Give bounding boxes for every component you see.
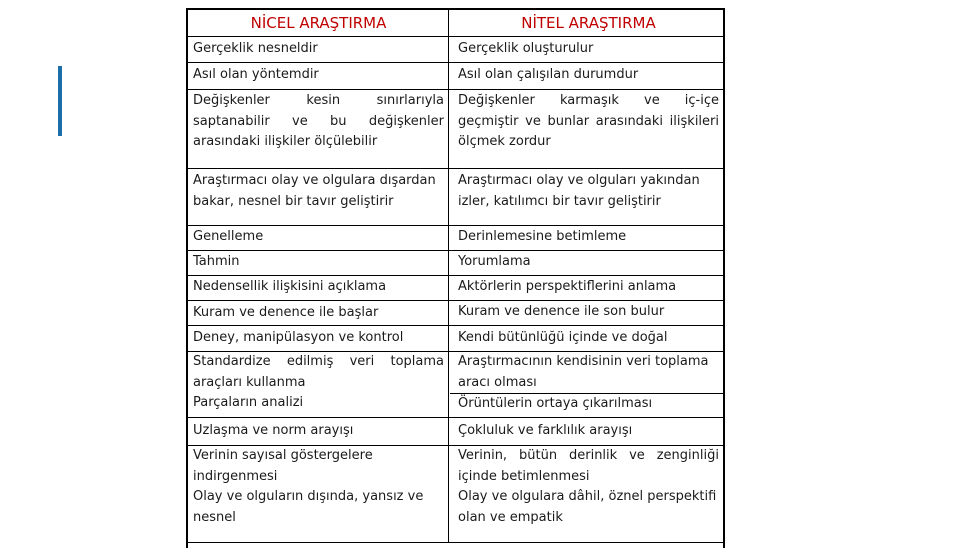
cell-qualitative: Yorumlama bbox=[458, 254, 531, 269]
cell-line: Araştırmacı olay ve olgulara dışardan bbox=[193, 173, 436, 188]
table-row bbox=[188, 352, 723, 418]
cell-qualitative bbox=[450, 169, 723, 225]
comparison-table bbox=[186, 8, 725, 548]
cell-line: Verinin sayısal göstergelere bbox=[193, 448, 373, 463]
cell-quantitative bbox=[188, 352, 449, 417]
cell-line: içinde betimlenmesi bbox=[458, 468, 590, 484]
cell-quantitative bbox=[188, 169, 449, 225]
cell-qualitative: Örüntülerin ortaya çıkarılması bbox=[458, 396, 653, 411]
cell-line: Parçaların analizi bbox=[193, 395, 304, 410]
cell-quantitative: Asıl olan yöntemdir bbox=[188, 63, 449, 89]
cell-qualitative bbox=[450, 90, 723, 168]
cell-qualitative: Aktörlerin perspektiflerini anlama bbox=[458, 279, 677, 294]
cell-line: bakar, nesnel bir tavır geliştirir bbox=[193, 193, 394, 209]
table-row bbox=[188, 169, 723, 226]
cell-line: geçmiştir ve bunlar arasındaki ilişkileri bbox=[458, 113, 719, 129]
cell-qualitative: Çokluluk ve farklılık arayışı bbox=[458, 423, 633, 438]
table-row bbox=[188, 301, 723, 326]
cell-line: arasındaki ilişkiler ölçülebilir bbox=[193, 134, 378, 149]
cell-quantitative bbox=[188, 446, 449, 542]
cell-quantitative: Gerçeklik nesneldir bbox=[188, 37, 449, 62]
cell-line: aracı olması bbox=[458, 374, 537, 390]
accent-bar bbox=[58, 66, 62, 136]
table-row bbox=[188, 276, 723, 301]
cell-qualitative: Asıl olan çalışılan durumdur bbox=[458, 67, 639, 82]
table-row bbox=[188, 418, 723, 446]
cell-quantitative: Deney, manipülasyon ve kontrol bbox=[188, 326, 449, 351]
cell-line: araçları kullanma bbox=[193, 374, 306, 390]
cell-qualitative: Kendi bütünlüğü içinde ve doğal bbox=[458, 330, 668, 345]
header-quantitative: NİCEL ARAŞTIRMA bbox=[188, 10, 449, 36]
cell-line: Olay ve olguların dışında, yansız ve bbox=[193, 489, 424, 504]
table-header-row bbox=[188, 10, 723, 37]
table-row bbox=[188, 37, 723, 63]
cell-quantitative: Kuram ve denence ile başlar bbox=[188, 301, 449, 325]
cell-qualitative bbox=[450, 446, 723, 542]
cell-qualitative: Derinlemesine betimleme bbox=[458, 229, 627, 244]
cell-line: Değişkenler karmaşık ve iç-içe bbox=[458, 93, 719, 108]
cell-quantitative: Tahmin bbox=[188, 251, 449, 275]
cell-line: izler, katılımcı bir tavır geliştirir bbox=[458, 193, 661, 209]
table-row bbox=[188, 251, 723, 276]
cell-quantitative: Nedensellik ilişkisini açıklama bbox=[188, 276, 449, 300]
cell-line: Verinin, bütün derinlik ve zenginliği bbox=[458, 448, 719, 463]
cell-line: Araştırmacı olay ve olguları yakından bbox=[458, 173, 700, 188]
cell-line: olan ve empatik bbox=[458, 509, 563, 525]
table-row bbox=[188, 226, 723, 251]
cell-line: Değişkenler kesin sınırlarıyla bbox=[193, 93, 444, 108]
cell-line: Araştırmacının kendisinin veri toplama bbox=[458, 354, 709, 369]
cell-qualitative: Kuram ve denence ile son bulur bbox=[458, 304, 665, 319]
cell-line: Olay ve olgulara dâhil, öznel perspektifi bbox=[458, 489, 717, 504]
cell-quantitative: Genelleme bbox=[188, 226, 449, 250]
table-row bbox=[188, 326, 723, 352]
cell-line: saptanabilir ve bu değişkenler bbox=[193, 113, 444, 129]
cell-line: indirgenmesi bbox=[193, 468, 278, 484]
cell-quantitative: Uzlaşma ve norm arayışı bbox=[188, 418, 449, 445]
cell-line: Standardize edilmiş veri toplama bbox=[193, 354, 444, 369]
cell-line: nesnel bbox=[193, 509, 236, 525]
header-qualitative: NİTEL ARAŞTIRMA bbox=[521, 14, 656, 32]
cell-qualitative: Gerçeklik oluşturulur bbox=[458, 41, 594, 56]
cell-line: ölçmek zordur bbox=[458, 134, 551, 149]
table-row bbox=[188, 63, 723, 90]
cell-quantitative bbox=[188, 90, 449, 168]
table-row bbox=[188, 90, 723, 169]
table-row bbox=[188, 446, 723, 543]
